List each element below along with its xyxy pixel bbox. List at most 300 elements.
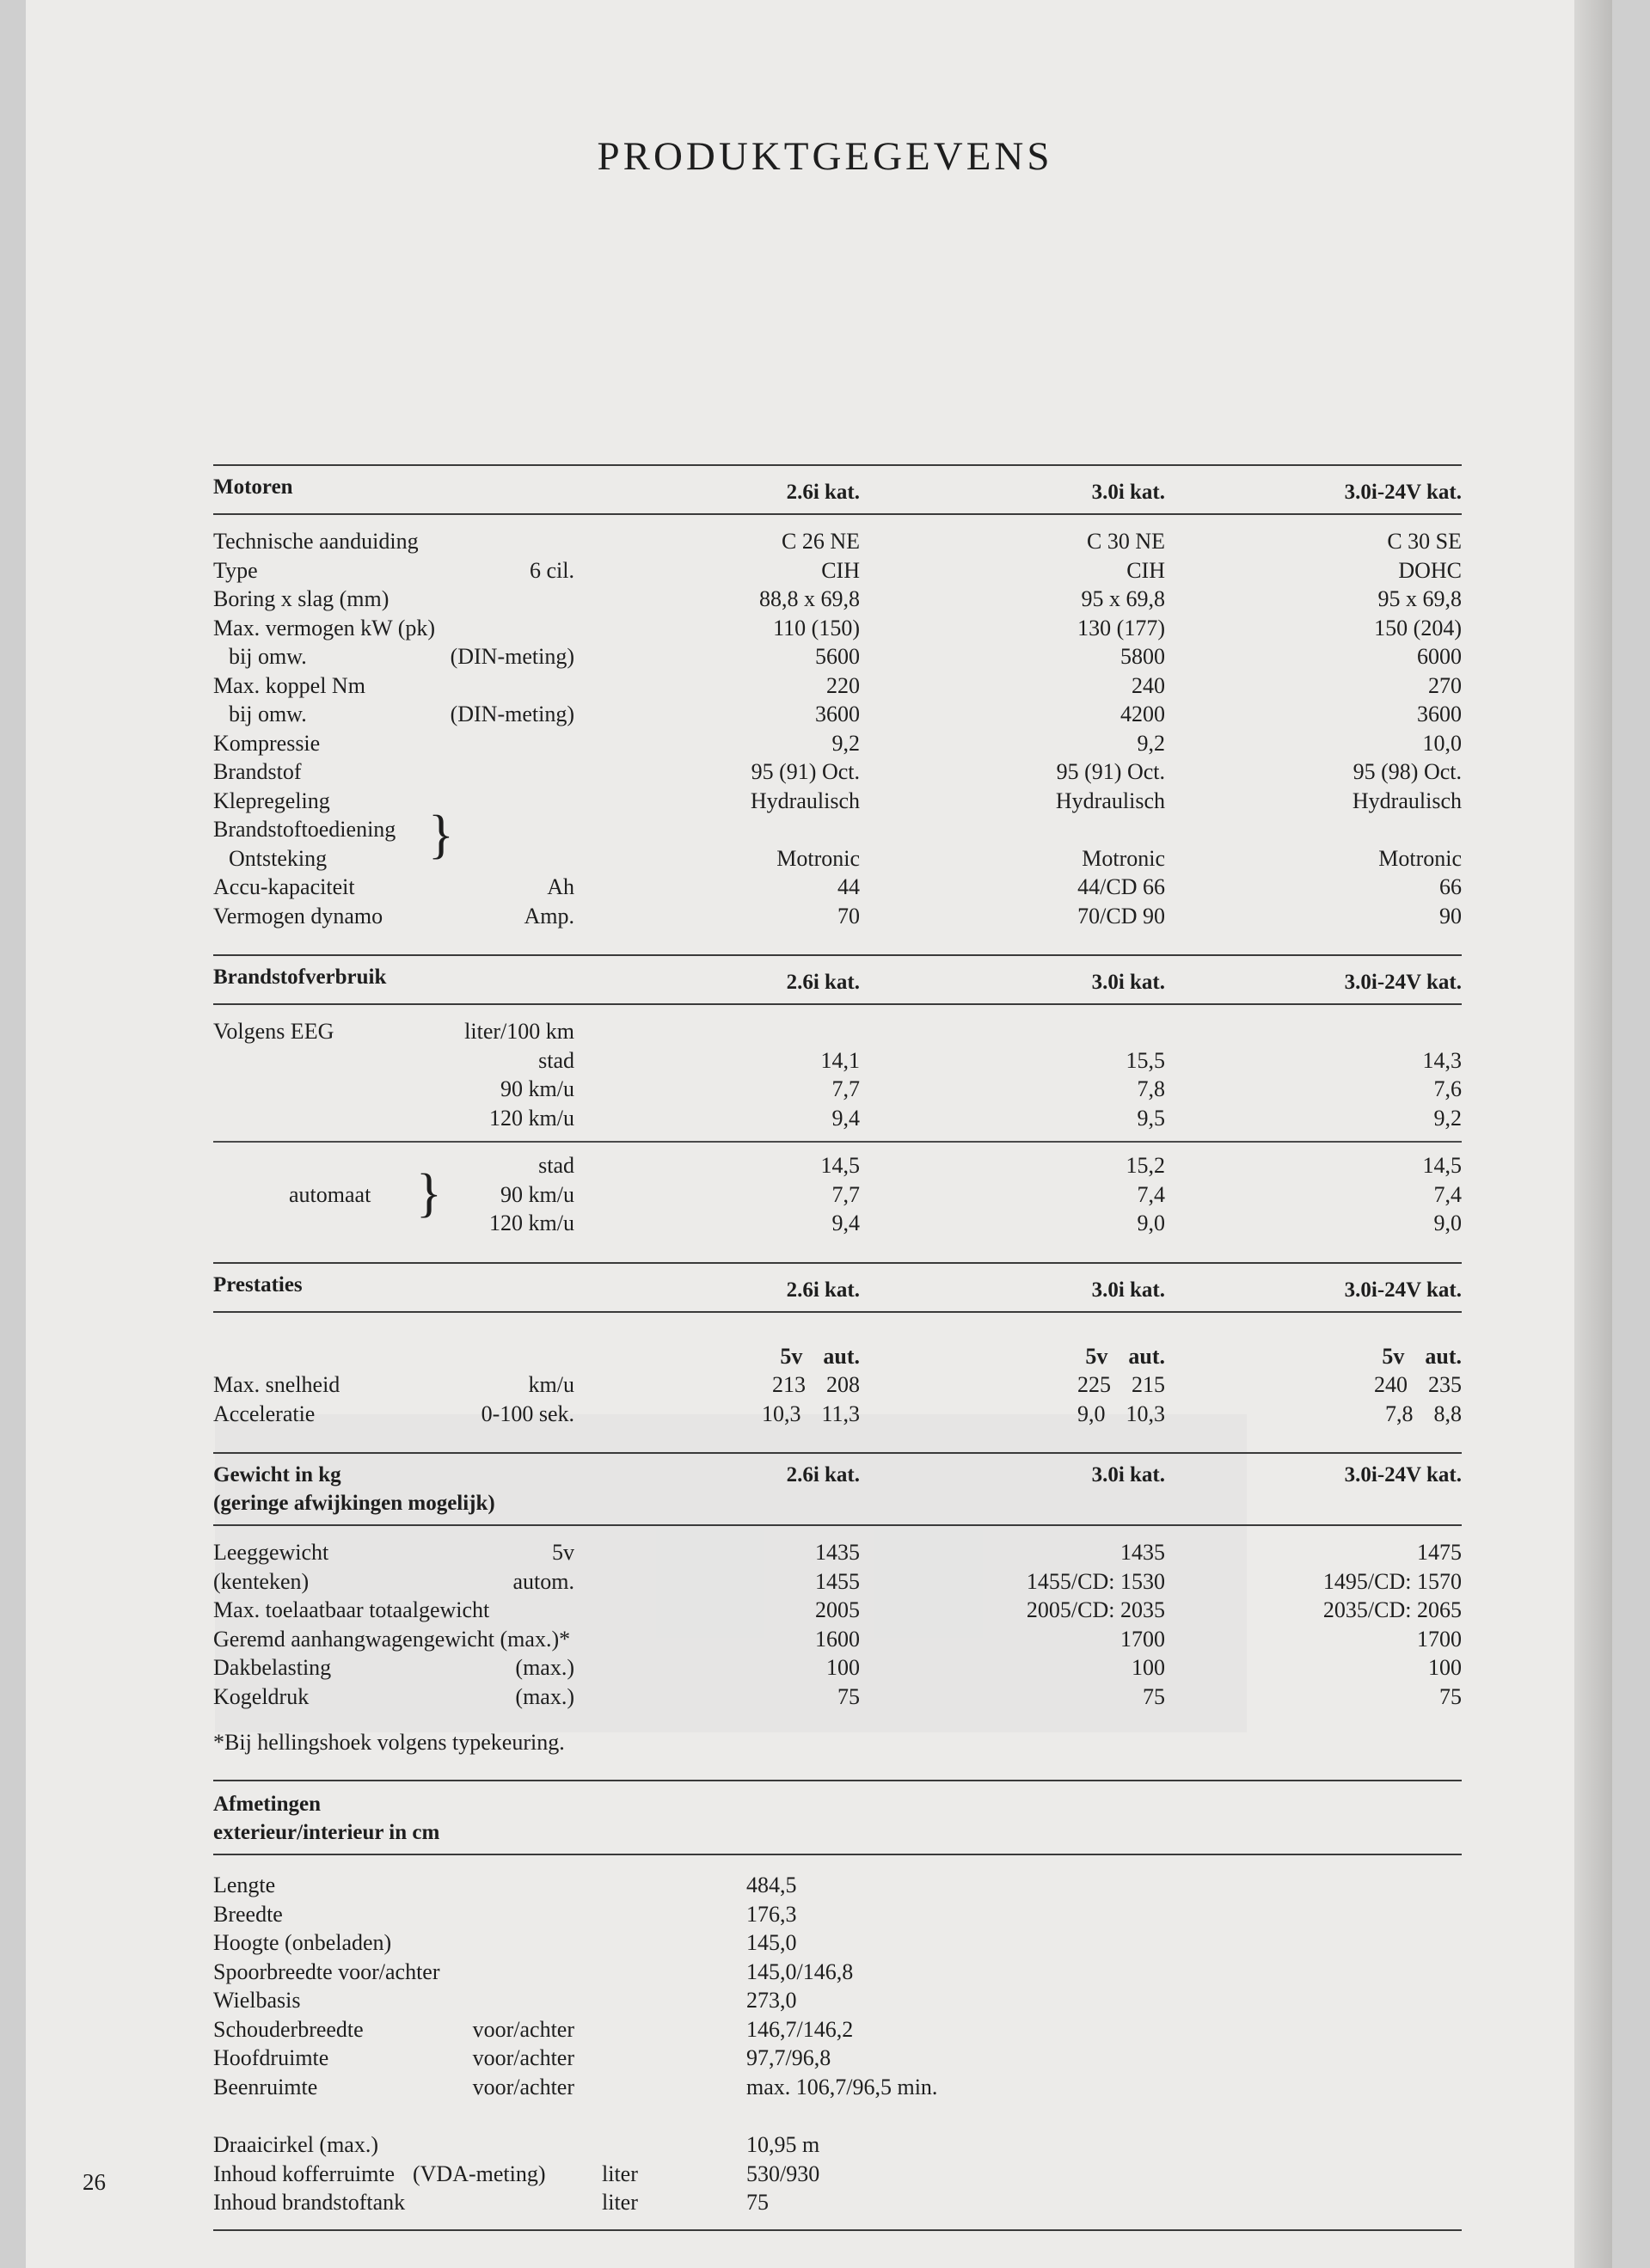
label-cell — [213, 2015, 574, 2044]
value-cell: 240 — [1132, 672, 1165, 698]
table-row — [213, 2015, 1462, 2044]
footnote: *Bij hellingshoek volgens typekeuring. — [213, 1730, 565, 1755]
table-row — [213, 1538, 1462, 1567]
table-row — [213, 1596, 1462, 1625]
value-cell: 110 (150) — [773, 615, 860, 641]
row-unit: 5v — [552, 1540, 574, 1565]
sub-aut: aut. — [823, 1343, 860, 1369]
sub-aut: aut. — [1425, 1343, 1462, 1369]
spacer — [574, 2015, 746, 2044]
value-cell: 146,7/146,2 — [746, 2016, 854, 2042]
label-cell — [213, 1596, 574, 1625]
row-qualifier — [413, 2188, 602, 2217]
value-cell: 150 (204) — [1374, 615, 1462, 641]
brace: } — [428, 806, 454, 864]
spacer — [574, 1871, 746, 1900]
end-rule — [213, 2229, 1462, 2231]
row-label: Hoogte (onbeladen) — [213, 1930, 392, 1955]
value-cell: 100 — [1132, 1655, 1165, 1680]
value-cell: 7,6 — [1433, 1076, 1462, 1101]
value-cell: 9,4 — [831, 1211, 860, 1235]
table-row — [213, 1017, 1462, 1046]
value-cell: 1600 — [815, 1626, 860, 1652]
table-row — [213, 757, 1462, 787]
model-heading: 3.0i-24V kat. — [1344, 1278, 1462, 1302]
row-label: Max. toelaatbaar totaalgewicht — [213, 1597, 490, 1622]
value-cell — [574, 1400, 860, 1429]
value-cell: CIH — [821, 557, 860, 583]
value-cell: 95 (91) Oct. — [1056, 759, 1165, 784]
row-label: Inhoud brandstoftank — [213, 2190, 406, 2215]
value-5v: 9,0 — [1077, 1401, 1106, 1426]
label-cell — [213, 1180, 574, 1210]
table-row — [213, 1151, 1462, 1180]
afmetingen-rows — [213, 1871, 1462, 2101]
heading-line: (geringe afwijkingen mogelijk) — [213, 1492, 495, 1515]
value-cell: 484,5 — [746, 1873, 797, 1897]
value-cell — [860, 1370, 1165, 1400]
table-row — [213, 1400, 1462, 1429]
spacer — [574, 2044, 746, 2073]
table-row — [213, 527, 1462, 556]
label-cell — [213, 614, 574, 643]
label-cell — [213, 1653, 574, 1683]
table-row — [213, 1653, 1462, 1683]
label-cell — [213, 1625, 574, 1654]
value-cell — [574, 1370, 860, 1400]
row-unit: voor/achter — [472, 2016, 574, 2042]
model-heading: 3.0i-24V kat. — [1344, 1463, 1462, 1486]
label-cell — [213, 1958, 574, 1987]
model-heading: 3.0i kat. — [1091, 1278, 1165, 1302]
table-row — [213, 1180, 1462, 1210]
table-row — [213, 729, 1462, 758]
value-cell: 14,3 — [1422, 1047, 1462, 1073]
model-heading: 2.6i kat. — [786, 481, 860, 504]
spacer — [574, 1900, 746, 1929]
value-cell: 75 — [746, 2190, 769, 2215]
row-unit: (max.) — [515, 1683, 574, 1709]
row-label: Accu-kapaciteit — [213, 874, 355, 899]
label-cell — [213, 1075, 574, 1104]
value-cell: 130 (177) — [1077, 615, 1165, 641]
row-label: Brandstoftoediening — [213, 817, 396, 842]
row-label: Wielbasis — [213, 1988, 301, 2013]
table-row — [213, 844, 1462, 873]
label-cell — [213, 2073, 574, 2102]
table-row — [213, 1900, 1462, 1929]
table-row — [213, 1075, 1462, 1104]
row-label: Hoofdruimte — [213, 2045, 329, 2070]
value-aut: 8,8 — [1433, 1401, 1462, 1426]
row-label: Brandstof — [213, 759, 302, 784]
row-unit: 0-100 sek. — [481, 1401, 574, 1426]
value-cell: 7,4 — [1433, 1181, 1462, 1207]
row-label: Inhoud kofferruimte — [213, 2161, 396, 2186]
row-label: Volgens EEG — [213, 1019, 334, 1044]
model-heading: 3.0i-24V kat. — [1344, 971, 1462, 994]
section-heading: Brandstofverbruik — [213, 965, 387, 989]
row-label: Beenruimte — [213, 2074, 318, 2099]
table-row — [213, 2160, 1462, 2189]
section-prestaties — [213, 1262, 1462, 1439]
row-label: Draaicirkel (max.) — [213, 2132, 379, 2157]
row-label: Acceleratie — [213, 1401, 316, 1426]
row-unit: liter/100 km — [464, 1019, 574, 1044]
value-cell: C 26 NE — [782, 529, 860, 554]
value-cell: 7,8 — [1137, 1076, 1165, 1101]
section-brandstofverbruik — [213, 954, 1462, 1248]
value-cell: 5600 — [815, 644, 860, 669]
section-gewicht — [213, 1452, 1462, 1766]
row-unit — [602, 2130, 746, 2160]
table-row — [213, 2188, 1462, 2217]
value-5v: 7,8 — [1385, 1401, 1414, 1426]
value-cell: 7,4 — [1137, 1181, 1165, 1207]
row-unit: 6 cil. — [530, 557, 574, 583]
label-cell — [213, 1928, 574, 1958]
value-cell: 75 — [1143, 1683, 1165, 1709]
section-heading — [213, 1788, 815, 1847]
model-heading: 3.0i kat. — [1091, 971, 1165, 994]
section-body — [213, 1005, 1462, 1248]
row-label: Lengte — [213, 1873, 276, 1897]
sub-5v: 5v — [1382, 1343, 1405, 1369]
row-label: Schouderbreedte — [213, 2016, 364, 2042]
value-cell: CIH — [1126, 557, 1165, 583]
label-cell — [213, 757, 574, 787]
model-heading: 2.6i kat. — [786, 971, 860, 994]
value-5v: 225 — [1077, 1372, 1111, 1397]
label-cell — [213, 527, 574, 556]
row-qualifier — [413, 2130, 602, 2160]
row-unit: voor/achter — [472, 2045, 574, 2070]
row-label: Kompressie — [213, 730, 321, 756]
label-cell — [213, 1400, 574, 1429]
value-cell: 145,0/146,8 — [746, 1958, 854, 1984]
heading-line: Afmetingen — [213, 1793, 321, 1816]
row-unit: autom. — [512, 1568, 574, 1594]
value-aut: 208 — [826, 1372, 860, 1397]
automaat-rows — [213, 1151, 1462, 1238]
value-cell: 10,0 — [1422, 730, 1462, 756]
table-row — [213, 1683, 1462, 1712]
value-cell: 10,95 m — [746, 2132, 820, 2157]
table-row — [213, 2130, 1462, 2160]
table-row — [213, 614, 1462, 643]
value-cell — [574, 815, 860, 844]
table-row — [213, 671, 1462, 701]
heading-line: exterieur/interieur in cm — [213, 1821, 440, 1844]
model-heading: 3.0i kat. — [1091, 1463, 1165, 1486]
table-row — [213, 1567, 1462, 1597]
value-cell: 1700 — [1417, 1626, 1462, 1652]
row-unit: stad — [538, 1047, 574, 1073]
value-cell: 88,8 x 69,8 — [759, 586, 860, 611]
value-cell: 75 — [1439, 1683, 1462, 1709]
value-aut: 215 — [1132, 1372, 1165, 1397]
table-row — [213, 642, 1462, 671]
value-cell: 1455/CD: 1530 — [1026, 1568, 1165, 1594]
value-cell: 2005/CD: 2035 — [1026, 1597, 1165, 1622]
value-pair — [1374, 1370, 1462, 1400]
sub-5v: 5v — [1085, 1343, 1108, 1369]
value-cell: 7,7 — [831, 1076, 860, 1101]
label-cell — [213, 556, 574, 585]
row-unit: liter — [602, 2190, 638, 2215]
section-body — [213, 515, 1462, 941]
brace: } — [416, 1164, 442, 1223]
table-row — [213, 1104, 1462, 1133]
automaat-group — [213, 1151, 1462, 1238]
label-cell — [213, 902, 574, 931]
section-header — [213, 464, 1462, 515]
value-cell: 3600 — [815, 702, 860, 726]
page-binding-edge — [1574, 0, 1612, 2268]
automaat-label: automaat — [289, 1182, 371, 1207]
value-pair — [1077, 1400, 1165, 1429]
value-cell: 2035/CD: 2065 — [1322, 1597, 1462, 1622]
value-cell — [1165, 1370, 1462, 1400]
spacer — [574, 2073, 746, 2102]
table-row — [213, 1370, 1462, 1400]
row-unit: (DIN-meting) — [450, 702, 574, 726]
value-cell: 100 — [826, 1655, 860, 1680]
value-cell: 95 (98) Oct. — [1353, 759, 1462, 784]
spec-content — [213, 464, 1462, 2255]
row-label: Ontsteking — [229, 845, 328, 871]
label-cell — [213, 1151, 574, 1180]
table-row — [213, 2073, 1462, 2102]
value-cell: Motronic — [1378, 845, 1462, 871]
table-row — [213, 700, 1462, 729]
section-body — [213, 1313, 1462, 1439]
label-cell — [213, 1986, 574, 2015]
label-cell — [213, 873, 574, 902]
value-5v: 213 — [772, 1372, 806, 1397]
section-header — [213, 1452, 1462, 1526]
value-cell: 15,5 — [1126, 1047, 1165, 1073]
row-unit: Ah — [547, 874, 574, 899]
table-row — [213, 1871, 1462, 1900]
value-cell: C 30 SE — [1387, 529, 1462, 554]
section-heading: Prestaties — [213, 1272, 303, 1296]
label-cell — [213, 844, 574, 873]
section-header — [213, 1780, 1462, 1855]
sub-aut: aut. — [1128, 1343, 1165, 1369]
value-cell: 1495/CD: 1570 — [1322, 1568, 1462, 1594]
afmetingen-rows-extra — [213, 2130, 1462, 2217]
section-body — [213, 1855, 1462, 2241]
value-cell: C 30 NE — [1087, 529, 1165, 554]
value-cell: 95 (91) Oct. — [751, 759, 860, 784]
row-label: Breedte — [213, 1901, 283, 1927]
gewicht-rows — [213, 1538, 1462, 1711]
value-cell: Hydraulisch — [1352, 788, 1462, 813]
value-5v: 10,3 — [761, 1401, 801, 1426]
table-row — [213, 1209, 1462, 1238]
value-cell: 100 — [1428, 1655, 1462, 1680]
value-cell: 270 — [1428, 672, 1462, 698]
value-cell: 75 — [837, 1683, 860, 1709]
row-unit: 90 km/u — [500, 1181, 574, 1207]
label-cell — [213, 729, 574, 758]
section-header — [213, 1262, 1462, 1313]
row-unit: stad — [538, 1153, 574, 1178]
row-unit: 120 km/u — [489, 1105, 574, 1131]
table-row — [213, 902, 1462, 931]
value-cell: 9,0 — [1137, 1211, 1165, 1235]
table-row — [213, 1928, 1462, 1958]
label-cell — [213, 1209, 574, 1238]
model-heading: 3.0i-24V kat. — [1344, 481, 1462, 504]
value-cell: 97,7/96,8 — [746, 2045, 831, 2070]
row-label: Geremd aanhangwagengewicht (max.)* — [213, 1626, 571, 1652]
value-aut: 10,3 — [1126, 1401, 1165, 1426]
value-cell: 7,7 — [831, 1181, 860, 1207]
value-cell — [860, 1400, 1165, 1429]
value-cell: 1475 — [1417, 1540, 1462, 1565]
divider — [213, 1141, 1462, 1143]
value-cell: 9,2 — [1433, 1105, 1462, 1131]
value-cell: 9,2 — [831, 730, 860, 756]
row-unit: (DIN-meting) — [450, 644, 574, 669]
value-cell: 2005 — [815, 1597, 860, 1622]
row-qualifier: (VDA-meting) — [413, 2161, 546, 2186]
label-cell — [213, 1538, 574, 1567]
value-cell: 4200 — [1120, 702, 1165, 726]
value-cell: 220 — [826, 672, 860, 698]
value-cell: 70 — [837, 903, 860, 929]
value-pair — [1385, 1400, 1462, 1429]
row-label: Type — [213, 557, 258, 583]
value-cell — [1165, 815, 1462, 844]
label-cell — [213, 585, 574, 614]
value-cell: 1700 — [1120, 1626, 1165, 1652]
section-heading: Motoren — [213, 475, 293, 499]
value-cell: 1435 — [815, 1540, 860, 1565]
value-cell: 6000 — [1417, 644, 1462, 669]
label-cell — [213, 1046, 574, 1076]
value-cell — [860, 815, 1165, 844]
row-label: Max. snelheid — [213, 1372, 340, 1397]
value-cell: 14,5 — [820, 1153, 860, 1178]
value-cell: 90 — [1439, 903, 1462, 929]
value-pair — [772, 1370, 860, 1400]
page-title: PRODUKTGEGEVENS — [597, 134, 1053, 180]
value-cell: 9,4 — [831, 1105, 860, 1131]
value-cell: 66 — [1439, 874, 1462, 899]
value-cell: Hydraulisch — [1055, 788, 1165, 813]
value-cell: 44/CD 66 — [1077, 874, 1165, 899]
value-cell: 1435 — [1120, 1540, 1165, 1565]
value-cell: 530/930 — [746, 2161, 820, 2186]
value-cell: 176,3 — [746, 1901, 797, 1927]
row-label: Klepregeling — [213, 788, 330, 813]
row-label: Leeggewicht — [213, 1540, 329, 1565]
table-row — [213, 1958, 1462, 1987]
label-cell — [213, 1683, 574, 1712]
row-label: bij omw. — [229, 644, 307, 669]
value-cell: 273,0 — [746, 1988, 797, 2013]
label-cell — [213, 1871, 574, 1900]
row-unit: 120 km/u — [489, 1211, 574, 1235]
value-cell: 5800 — [1120, 644, 1165, 669]
value-cell: 9,5 — [1137, 1105, 1165, 1131]
row-unit: km/u — [528, 1372, 574, 1397]
row-unit: voor/achter — [472, 2074, 574, 2099]
value-cell: 1455 — [815, 1568, 860, 1594]
table-row — [213, 873, 1462, 902]
model-heading: 3.0i kat. — [1091, 481, 1165, 504]
section-motoren — [213, 464, 1462, 941]
label-cell — [213, 1104, 574, 1133]
subheader-row — [213, 1342, 1462, 1371]
value-pair — [1077, 1370, 1165, 1400]
table-row — [213, 1046, 1462, 1076]
row-label: Max. vermogen kW (pk) — [213, 615, 436, 641]
value-cell: Hydraulisch — [750, 788, 860, 813]
label-cell — [213, 2044, 574, 2073]
row-label: (kenteken) — [213, 1568, 310, 1594]
row-label: Technische aanduiding — [213, 529, 419, 554]
row-label: Vermogen dynamo — [213, 903, 383, 929]
value-cell: 95 x 69,8 — [1081, 586, 1165, 611]
row-label: Dakbelasting — [213, 1655, 332, 1680]
label-cell — [213, 1567, 574, 1597]
value-pair — [762, 1400, 860, 1429]
label-cell — [213, 671, 574, 701]
row-unit: 90 km/u — [500, 1076, 574, 1101]
section-header — [213, 954, 1462, 1005]
manual-rows — [213, 1046, 1462, 1133]
value-cell: DOHC — [1398, 557, 1462, 583]
section-afmetingen — [213, 1780, 1462, 2241]
label-cell — [213, 642, 574, 671]
value-cell: 9,2 — [1137, 730, 1165, 756]
value-5v: 240 — [1374, 1372, 1408, 1397]
row-label: Kogeldruk — [213, 1683, 310, 1709]
section-body — [213, 1526, 1462, 1766]
value-cell: 14,5 — [1422, 1153, 1462, 1178]
table-row — [213, 787, 1462, 816]
model-heading: 2.6i kat. — [786, 1463, 860, 1486]
label-cell — [213, 700, 574, 729]
value-cell: 15,2 — [1126, 1153, 1165, 1178]
spacer — [574, 1958, 746, 1987]
value-cell — [1165, 1400, 1462, 1429]
section-heading — [213, 1461, 574, 1517]
label-cell — [213, 1370, 574, 1400]
spacer — [574, 1986, 746, 2015]
spacer — [574, 1928, 746, 1958]
value-cell: 70/CD 90 — [1077, 903, 1165, 929]
value-cell: 44 — [837, 874, 860, 899]
value-aut: 235 — [1428, 1372, 1462, 1397]
table-row — [213, 556, 1462, 585]
table-row — [213, 1986, 1462, 2015]
value-cell: max. 106,7/96,5 min. — [746, 2074, 938, 2099]
value-cell: 14,1 — [820, 1047, 860, 1073]
row-label: bij omw. — [229, 702, 307, 726]
page-number: 26 — [83, 2169, 106, 2195]
row-label: Spoorbreedte voor/achter — [213, 1958, 440, 1984]
sub-5v: 5v — [780, 1343, 803, 1369]
model-heading: 2.6i kat. — [786, 1278, 860, 1302]
row-unit: Amp. — [524, 903, 574, 929]
value-cell: Motronic — [1082, 845, 1165, 871]
label-cell — [213, 787, 574, 816]
